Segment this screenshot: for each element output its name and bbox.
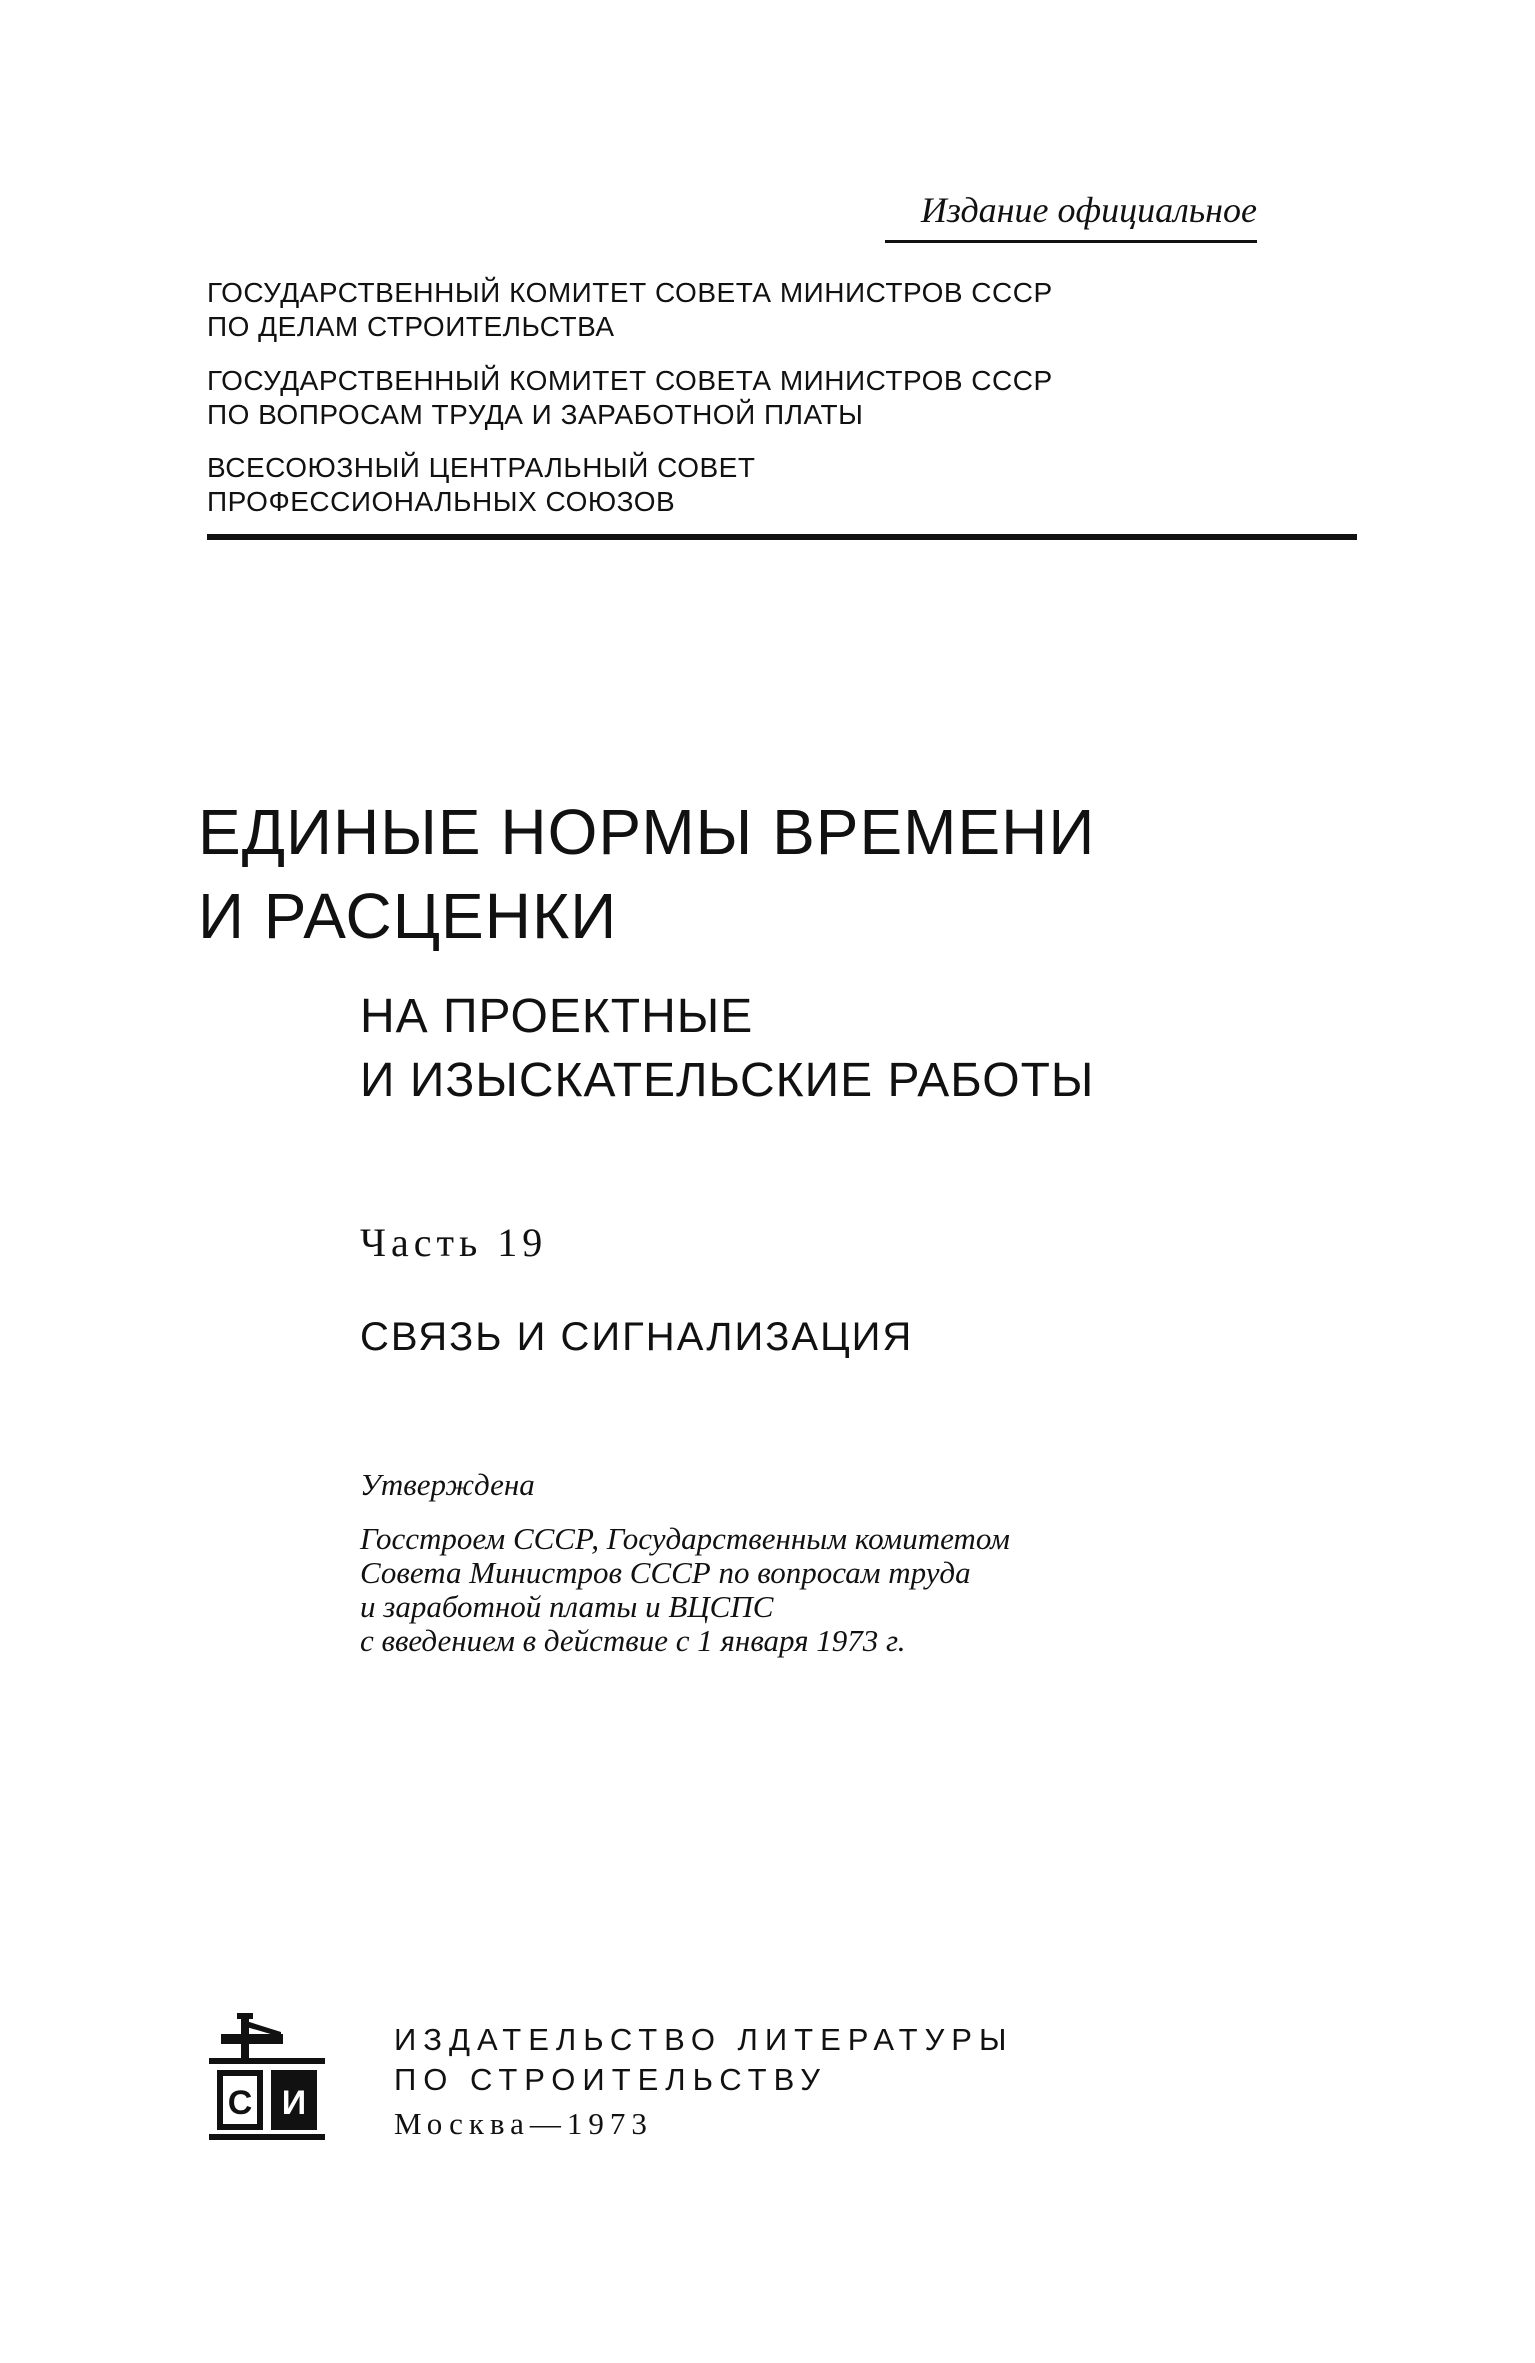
publisher-name: ПО СТРОИТЕЛЬСТВУ — [394, 2062, 827, 2097]
header-divider — [207, 534, 1357, 540]
approval-line: Госстроем СССР, Государственным комитетом — [360, 1521, 1010, 1556]
organization-gosstroy — [207, 276, 1307, 344]
section-title: СВЯЗЬ И СИГНАЛИЗАЦИЯ — [360, 1315, 914, 1359]
organization-line: ГОСУДАРСТВЕННЫЙ КОМИТЕТ СОВЕТА МИНИСТРОВ СССР — [207, 277, 1053, 308]
document-title — [198, 790, 1095, 958]
approval-line: с введением в действие с 1 января 1973 г. — [360, 1623, 906, 1658]
publisher-city-year: Москва—1973 — [394, 2106, 653, 2141]
approval-line: Совета Министров СССР по вопросам труда — [360, 1555, 971, 1590]
publisher-block — [394, 2020, 1013, 2144]
approval-heading: Утверждена — [360, 1467, 535, 1502]
organization-line: ПО ДЕЛАМ СТРОИТЕЛЬСТВА — [207, 311, 615, 342]
organization-goskomtrud — [207, 364, 1307, 432]
approval-line: и заработной платы и ВЦСПС — [360, 1589, 774, 1624]
part-number: Часть 19 — [360, 1220, 548, 1265]
title-line: И РАСЦЕНКИ — [198, 880, 618, 952]
document-subtitle — [360, 985, 1094, 1113]
edition-note: Издание официальное — [920, 190, 1257, 230]
publisher-logo-icon — [207, 2010, 329, 2145]
subtitle-line: И ИЗЫСКАТЕЛЬСКИЕ РАБОТЫ — [360, 1054, 1095, 1107]
organization-line: ПРОФЕССИОНАЛЬНЫХ СОЮЗОВ — [207, 486, 676, 517]
organization-line: ГОСУДАРСТВЕННЫЙ КОМИТЕТ СОВЕТА МИНИСТРОВ СССР — [207, 365, 1053, 396]
approval-block — [360, 1468, 1010, 1658]
logo-letter: С — [227, 2084, 253, 2122]
logo-letter: И — [281, 2084, 307, 2122]
organization-vcsps — [207, 451, 1307, 519]
organization-line: ПО ВОПРОСАМ ТРУДА И ЗАРАБОТНОЙ ПЛАТЫ — [207, 399, 864, 430]
edition-underline — [885, 240, 1257, 243]
organization-line: ВСЕСОЮЗНЫЙ ЦЕНТРАЛЬНЫЙ СОВЕТ — [207, 452, 756, 483]
publisher-name: ИЗДАТЕЛЬСТВО ЛИТЕРАТУРЫ — [394, 2022, 1014, 2057]
subtitle-line: НА ПРОЕКТНЫЕ — [360, 990, 754, 1043]
title-line: ЕДИНЫЕ НОРМЫ ВРЕМЕНИ — [198, 796, 1096, 868]
